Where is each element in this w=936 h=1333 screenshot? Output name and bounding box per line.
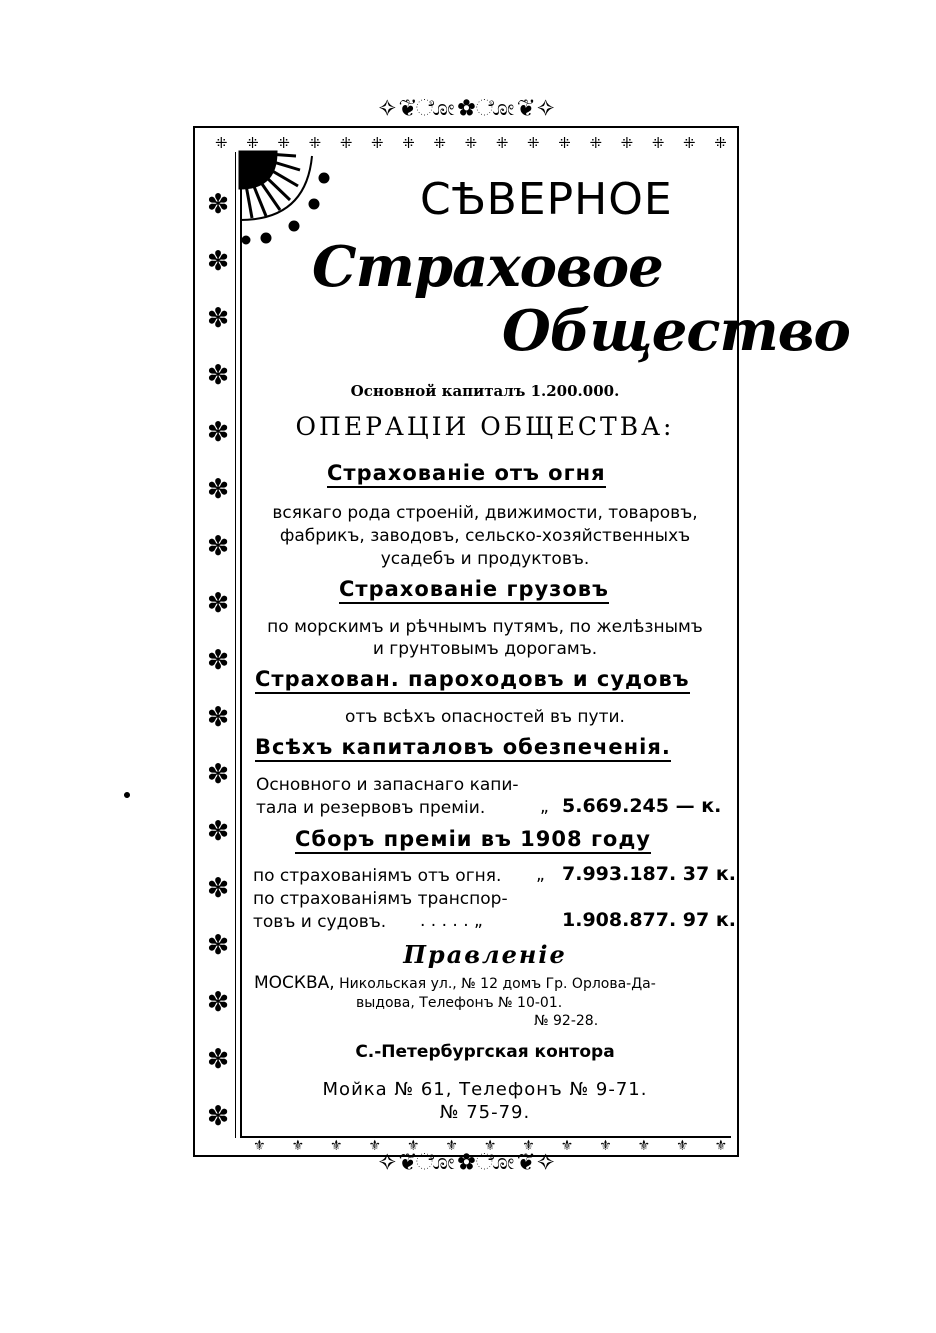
- frame-top-ornament: ⁜: [277, 134, 290, 152]
- left-flower-column: [201, 176, 235, 1145]
- left-rule: [235, 152, 236, 1138]
- frame-top-ornament: ⁜: [714, 134, 727, 152]
- board-address-3: № 92-28.: [534, 1013, 599, 1029]
- flower-icon: ✽: [206, 873, 230, 904]
- frame-bottom-ornament: ⚜: [291, 1138, 305, 1154]
- fire-line-3: усадебъ и продуктовъ.: [380, 549, 590, 569]
- frame-top-ornament: ⁜: [371, 134, 384, 152]
- capital-text: Основной капиталъ 1.200.000.: [350, 382, 620, 400]
- frame-top-ornament: ⁜: [339, 134, 353, 152]
- flower-icon: ✽: [206, 474, 230, 505]
- fire-heading: Страхованіе отъ огня: [327, 460, 606, 488]
- frame-bottom-ornament: ⚜: [560, 1138, 574, 1154]
- operations-heading: ОПЕРАЦІИ ОБЩЕСТВА:: [295, 412, 675, 441]
- flower-icon: ✽: [206, 246, 230, 277]
- premium-heading: Сборъ преміи въ 1908 году: [295, 826, 651, 854]
- flower-icon: ✽: [206, 759, 230, 790]
- flower-icon: ✽: [206, 360, 230, 391]
- board-address-1: Никольская ул., № 12 домъ Гр. Орлова-Да-: [339, 976, 656, 992]
- frame-bottom-ornament: ⚜: [329, 1138, 343, 1154]
- flower-icon: ✽: [206, 930, 230, 961]
- flower-icon: ✽: [206, 987, 230, 1018]
- frame-top-ornament: ⁜: [558, 134, 571, 152]
- frame-bottom-ornament: ⚜: [483, 1138, 497, 1154]
- spb-address: [240, 1078, 730, 1124]
- flower-icon: ✽: [206, 588, 230, 619]
- title-line-1: СѢВЕРНОЕ: [420, 174, 673, 225]
- title-line-2: Страховое: [312, 234, 663, 300]
- frame-top-ornament: ⁜: [589, 134, 603, 152]
- flower-icon: ✽: [206, 645, 230, 676]
- frame-top-ornament: ⁜: [495, 134, 509, 152]
- ink-mark: [123, 791, 131, 799]
- premium-transport-label-1: по страхованіямъ транспор-: [253, 889, 508, 909]
- fire-line-1: всякаго рода строеній, движимости, товаровъ,: [272, 503, 698, 523]
- frame-top-ornament: ⁜: [402, 134, 415, 152]
- capitals-amount: 5.669.245 — к.: [562, 795, 722, 817]
- bottom-ornament: ✧❦ೋ✿ೋ❦✧: [378, 1150, 558, 1175]
- flower-icon: ✽: [206, 1101, 230, 1132]
- frame-bottom-ornament: ⚜: [599, 1138, 612, 1154]
- cargo-heading: Страхованіе грузовъ: [339, 576, 609, 604]
- frame-bottom-ornament: ⚜: [253, 1138, 266, 1154]
- capitals-heading: Всѣхъ капиталовъ обезпеченія.: [255, 734, 671, 762]
- board-address-2: выдова, Телефонъ № 10-01.: [356, 995, 563, 1011]
- frame-top-ornament: ⁜: [651, 134, 665, 152]
- frame-top-ornament: ⁜: [433, 134, 446, 152]
- flower-icon: ✽: [206, 189, 230, 220]
- spb-line-2: № 75-79.: [439, 1102, 531, 1123]
- frame-top-ornament: ⁜: [620, 134, 634, 152]
- frame-top-ornament: ⁜: [215, 134, 228, 152]
- frame-bottom-ornament: ⚜: [637, 1138, 651, 1154]
- spb-line-1: Мойка № 61, Телефонъ № 9-71.: [322, 1079, 648, 1100]
- premium-transport-label-2: товъ и судовъ.: [253, 912, 387, 932]
- title-line-3: Общество: [502, 298, 850, 364]
- spb-heading: С.-Петербургская контора: [355, 1042, 615, 1062]
- frame-bottom-ornament: ⚜: [675, 1138, 689, 1154]
- premium-fire-label: по страхованіямъ отъ огня.: [253, 866, 502, 886]
- flower-icon: ✽: [206, 1044, 230, 1075]
- premium-fire-amount: 7.993.187. 37 к.: [562, 863, 736, 885]
- frame-top-ornament: ⁜: [464, 134, 478, 152]
- frame-top-ornament: ⁜: [246, 134, 259, 152]
- frame-bottom-ornament: ⚜: [445, 1138, 458, 1154]
- sunburst-ornament-icon: [236, 148, 336, 248]
- frame-bottom-ornament: ⚜: [368, 1138, 381, 1154]
- premium-transport-dots: . . . . . „: [420, 911, 483, 931]
- frame-bottom-ornament: ⚜: [522, 1138, 535, 1154]
- flower-icon: ✽: [206, 816, 230, 847]
- frame-top-ornament: ⁜: [308, 134, 322, 152]
- ships-heading: Страхован. пароходовъ и судовъ: [255, 666, 690, 694]
- fire-line-2: фабрикъ, заводовъ, сельско-хозяйственныхъ: [279, 526, 691, 546]
- capitals-dots: „: [540, 797, 549, 817]
- capitals-line-1: Основного и запаснаго капи-: [256, 775, 519, 795]
- flower-icon: ✽: [206, 531, 230, 562]
- cargo-line-1: по морскимъ и рѣчнымъ путямъ, по желѣзнымъ: [267, 617, 703, 637]
- frame-top-ornament: ⁜: [683, 134, 696, 152]
- flower-icon: ✽: [206, 417, 230, 448]
- frame-top-ornament: ⁜: [527, 134, 540, 152]
- top-ornament: ✧❦ೋ✿ೋ❦✧: [378, 96, 558, 121]
- board-heading: Правленіе: [403, 940, 567, 969]
- ships-line: отъ всѣхъ опасностей въ пути.: [345, 707, 625, 727]
- cargo-line-2: и грунтовымъ дорогамъ.: [372, 639, 598, 659]
- capitals-line-2: тала и резервовъ преміи.: [256, 798, 486, 818]
- frame-bottom-ornament: ⚜: [406, 1138, 420, 1154]
- frame-bottom-ornament: ⚜: [714, 1138, 727, 1154]
- flower-icon: ✽: [206, 702, 230, 733]
- premium-fire-dots: „: [536, 865, 545, 885]
- flower-icon: ✽: [206, 303, 230, 334]
- premium-transport-amount: 1.908.877. 97 к.: [562, 909, 736, 931]
- board-city: МОСКВА,: [254, 973, 335, 993]
